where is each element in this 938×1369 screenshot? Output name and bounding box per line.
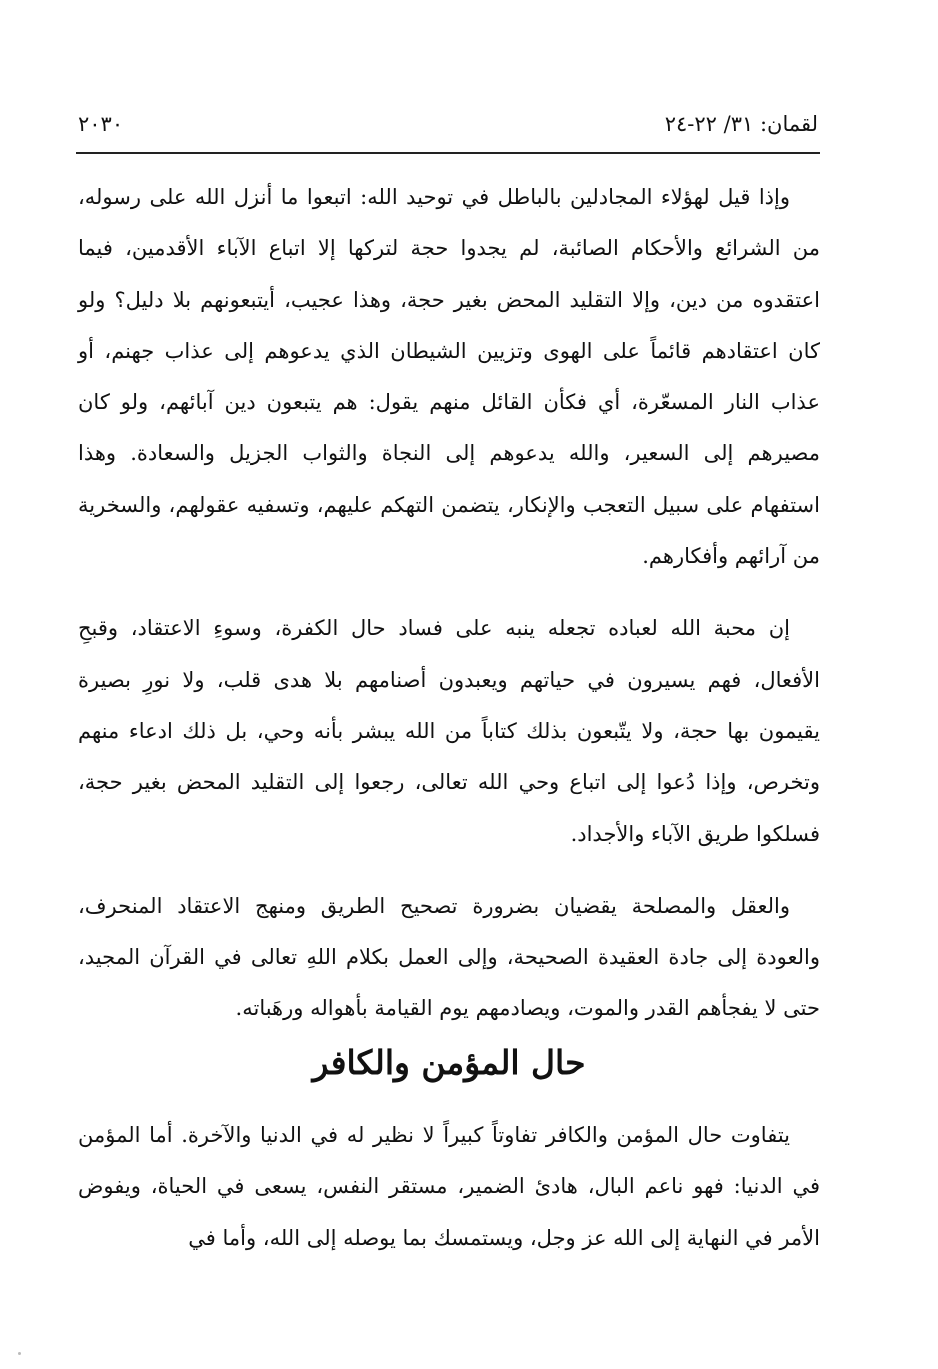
- paragraph-2: إن محبة الله لعباده تجعله ينبه على فساد حال الكفرة، وسوءِ الاعتقاد، وقبحِ الأفعال، فهم يسيرون في حياتهم ويعبدون أصنامهم بلا هدى قلب، ولا نورِ بصيرة يقيمون بها حجة، ولا يتّبعون بذلك كتاباً من الله يبشر بأنه وحي، بل ذلك ادعاء منهم وتخرص، وإذا دُعوا إلى اتباع وحي الله تعالى، رجعوا إلى التقليد المحض بغير حجة، فسلكوا طريق الآباء والأجداد.: [78, 616, 820, 846]
- page-number: ٢٠٣٠: [78, 112, 124, 136]
- header-divider: [76, 152, 820, 154]
- section-paragraph: يتفاوت حال المؤمن والكافر تفاوتاً كبيراً لا نظير له في الدنيا والآخرة. أما المؤمن في الدنيا: فهو ناعم البال، هادئ الضمير، مستقر النفس، يسعى في الحياة، ويفوض الأمر في النهاية إلى الله عز وجل، ويستمسك بما يوصله إلى الله، وأما في: [78, 1123, 820, 1250]
- running-header: [78, 112, 818, 148]
- section-text: [78, 1110, 820, 1264]
- paragraph-1: وإذا قيل لهؤلاء المجادلين بالباطل في توحيد الله: اتبعوا ما أنزل الله على رسوله، من الشرائع والأحكام الصائبة، لم يجدوا حجة لتركها إلا اتباع الآباء الأقدمين، فيما اعتقدوه من دين، وإلا التقليد المحض بغير حجة، وهذا عجيب، أيتبعونهم بلا دليل؟ ولو كان اعتقادهم قائماً على الهوى وتزيين الشيطان الذي يدعوهم إلى عذاب جهنم، أو عذاب النار المسعّرة، أي فكأن القائل منهم يقول: هم يتبعون دين آبائهم، ولو كان مصيرهم إلى السعير، والله يدعوهم إلى النجاة والثواب الجزيل والسعادة. وهذا استفهام على سبيل التعجب والإنكار، يتضمن التهكم عليهم، وتسفيه عقولهم، والسخرية من آرائهم وأفكارهم.: [78, 185, 820, 569]
- section-heading: حال المؤمن والكافر: [312, 1043, 586, 1082]
- paragraph-3: والعقل والمصلحة يقضيان بضرورة تصحيح الطريق ومنهج الاعتقاد المنحرف، والعودة إلى جادة العقيدة الصحيحة، وإلى العمل بكلام اللهِ تعالى في القرآن المجيد، حتى لا يفجأهم القدر والموت، ويصادمهم يوم القيامة بأهواله ورهَباته.: [78, 893, 820, 1021]
- main-text: [78, 172, 820, 1035]
- surah-verse-reference: لقمان: ٣١/ ٢٢-٢٤: [664, 112, 818, 136]
- scan-speck: [18, 1352, 21, 1355]
